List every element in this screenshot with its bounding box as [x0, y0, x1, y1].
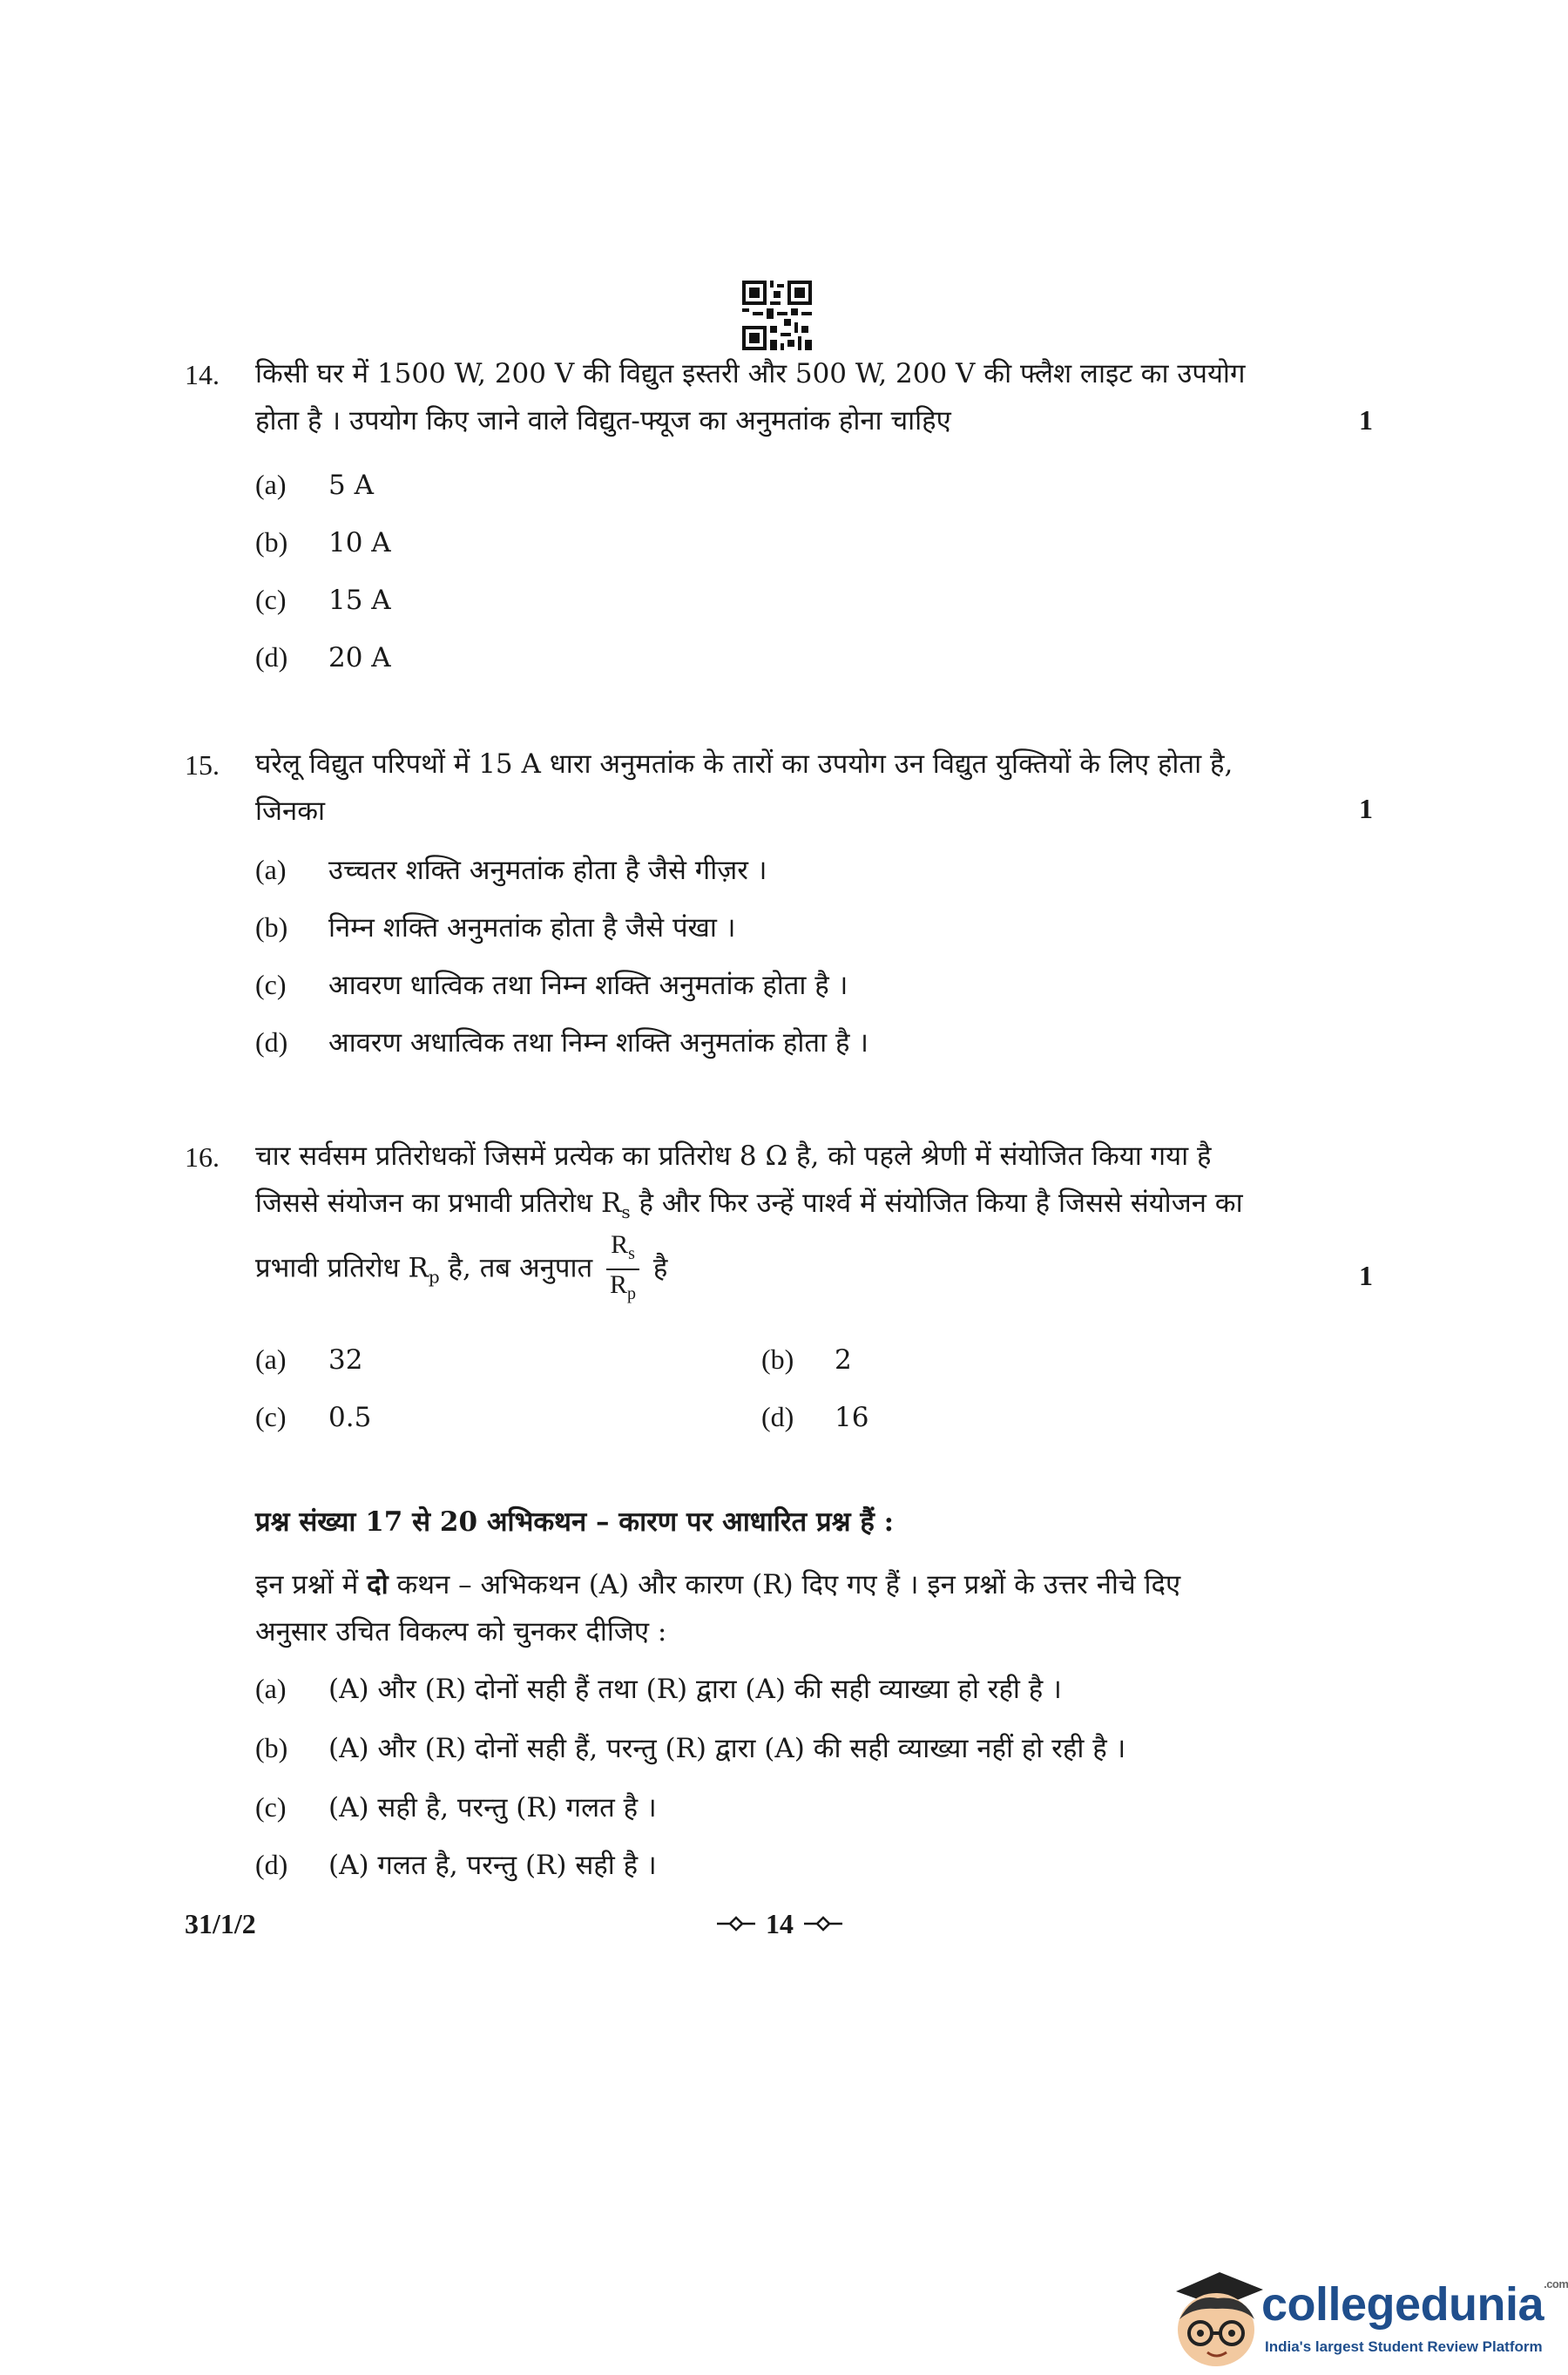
option[interactable]: [255, 967, 848, 1003]
option-text: (A) और (R) दोनों सही हैं, परन्तु (R) द्वारा (A) की सही व्याख्या नहीं हो रही है ।: [328, 1733, 1126, 1764]
option[interactable]: [761, 1342, 852, 1377]
option-label: (a): [255, 469, 287, 500]
option[interactable]: [255, 1342, 362, 1377]
option-text: 15 A: [328, 585, 391, 616]
option[interactable]: [255, 639, 391, 675]
option-label: (d): [255, 1026, 288, 1058]
section-intro: [255, 1561, 1180, 1655]
option[interactable]: [255, 1847, 657, 1883]
option-label: (d): [255, 641, 288, 673]
question-text: [255, 1133, 1353, 1235]
intro-line: अनुसार उचित विकल्प को चुनकर दीजिए :: [255, 1616, 667, 1648]
question-line: होता है । उपयोग किए जाने वाले विद्युत-फ्यूज का अनुमतांक होना चाहिए: [255, 405, 951, 436]
option-label: (c): [255, 969, 287, 1000]
question-number: 16.: [185, 1141, 220, 1173]
question-line: घरेलू विद्युत परिपथों में 15 A धारा अनुमतांक के तारों का उपयोग उन विद्युत युक्तियों के लिए होता है,: [255, 748, 1233, 780]
option-label: (a): [255, 1673, 287, 1704]
text-run: प्रभावी प्रतिरोध R: [255, 1252, 429, 1284]
text-run: जिससे संयोजन का प्रभावी प्रतिरोध R: [255, 1188, 622, 1219]
brand-tagline: India's largest Student Review Platform: [1265, 2338, 1543, 2355]
option-label: (b): [255, 526, 288, 558]
option[interactable]: [761, 1399, 868, 1435]
section-heading: प्रश्न संख्या 17 से 20 अभिकथन – कारण पर आधारित प्रश्न हैं :: [255, 1506, 895, 1538]
marks: 1: [1359, 793, 1373, 824]
question-number: 14.: [185, 359, 220, 390]
option-text: (A) गलत है, परन्तु (R) सही है ।: [328, 1850, 657, 1881]
option-label: (c): [255, 584, 287, 615]
option[interactable]: [255, 582, 391, 618]
option[interactable]: [255, 1790, 657, 1825]
option-label: (a): [255, 1343, 287, 1375]
option[interactable]: [255, 1730, 1125, 1766]
qr-code: [742, 281, 812, 350]
option-label: (d): [761, 1401, 794, 1432]
option[interactable]: [255, 852, 767, 888]
option-label: (b): [255, 1732, 288, 1763]
ratio-fraction: [606, 1230, 639, 1309]
question-text: [255, 350, 1353, 444]
option-text: आवरण अधात्विक तथा निम्न शक्ति अनुमतांक होता है ।: [328, 1027, 869, 1059]
option[interactable]: [255, 467, 374, 503]
marks: 1: [1359, 1260, 1373, 1291]
option-text: 2: [835, 1344, 852, 1376]
option-label: (c): [255, 1401, 287, 1432]
option-text: आवरण धात्विक तथा निम्न शक्ति अनुमतांक होता है ।: [328, 970, 848, 1001]
subscript: s: [621, 1201, 631, 1223]
option[interactable]: [255, 1671, 1062, 1707]
option-text: निम्न शक्ति अनुमतांक होता है जैसे पंखा ।: [328, 912, 736, 944]
ornament-left-icon: [715, 1915, 757, 1932]
question-number: 15.: [185, 749, 220, 781]
option-text: 20 A: [328, 642, 391, 673]
brand-name: [1261, 2277, 1568, 2331]
option-text: (A) और (R) दोनों सही हैं तथा (R) द्वारा (A) की सही व्याख्या हो रही है ।: [328, 1674, 1062, 1705]
page-number-block: [697, 1905, 862, 1943]
fraction-numerator: $R_s$: [606, 1230, 639, 1270]
option-label: (b): [255, 911, 288, 943]
subscript: p: [428, 1266, 440, 1288]
option-text: 16: [835, 1402, 869, 1433]
option-label: (d): [255, 1849, 288, 1880]
option-text: 10 A: [328, 527, 391, 558]
text-run: है और फिर उन्हें पार्श्व में संयोजित किया है जिससे संयोजन का: [630, 1188, 1243, 1219]
option-text: 5 A: [328, 470, 374, 501]
ornament-right-icon: [802, 1915, 844, 1932]
question-line: [255, 1230, 667, 1312]
option-text: उच्चतर शक्ति अनुमतांक होता है जैसे गीज़र ।: [328, 855, 767, 886]
option[interactable]: [255, 910, 736, 945]
option[interactable]: [255, 1399, 371, 1435]
option[interactable]: [255, 524, 391, 560]
option-label: (b): [761, 1343, 794, 1375]
question-line: चार सर्वसम प्रतिरोधकों जिसमें प्रत्येक का प्रतिरोध 8 Ω है, को पहले श्रेणी में संयोजित किया गया है: [255, 1140, 1212, 1172]
marks: 1: [1359, 404, 1373, 436]
option-text: 32: [328, 1344, 363, 1376]
option-text: (A) सही है, परन्तु (R) गलत है ।: [328, 1792, 657, 1824]
intro-line: इन प्रश्नों में दो कथन – अभिकथन (A) और कारण (R) दिए गए हैं । इन प्रश्नों के उत्तर नीचे दिए: [255, 1569, 1181, 1600]
mascot-icon: [1159, 2250, 1270, 2370]
page-number: 14: [766, 1907, 794, 1939]
option[interactable]: [255, 1025, 868, 1060]
fraction-denominator: $R_p$: [610, 1270, 637, 1303]
question-line: जिनका: [255, 795, 326, 827]
question-line: किसी घर में 1500 W, 200 V की विद्युत इस्तरी और 500 W, 200 V की फ्लैश लाइट का उपयोग: [255, 358, 1246, 389]
brand-domain: .com: [1544, 2277, 1568, 2290]
option-text: 0.5: [328, 1402, 372, 1433]
option-label: (c): [255, 1791, 287, 1823]
text-run: है: [652, 1252, 668, 1284]
paper-code: 31/1/2: [185, 1908, 256, 1939]
option-label: (a): [255, 854, 287, 885]
text-run: है, तब अनुपात: [439, 1252, 593, 1284]
question-line: [255, 1180, 1353, 1235]
watermark-logo: [1152, 2244, 1568, 2375]
brand-text: collegedunia: [1261, 2278, 1544, 2331]
question-text: [255, 741, 1353, 835]
